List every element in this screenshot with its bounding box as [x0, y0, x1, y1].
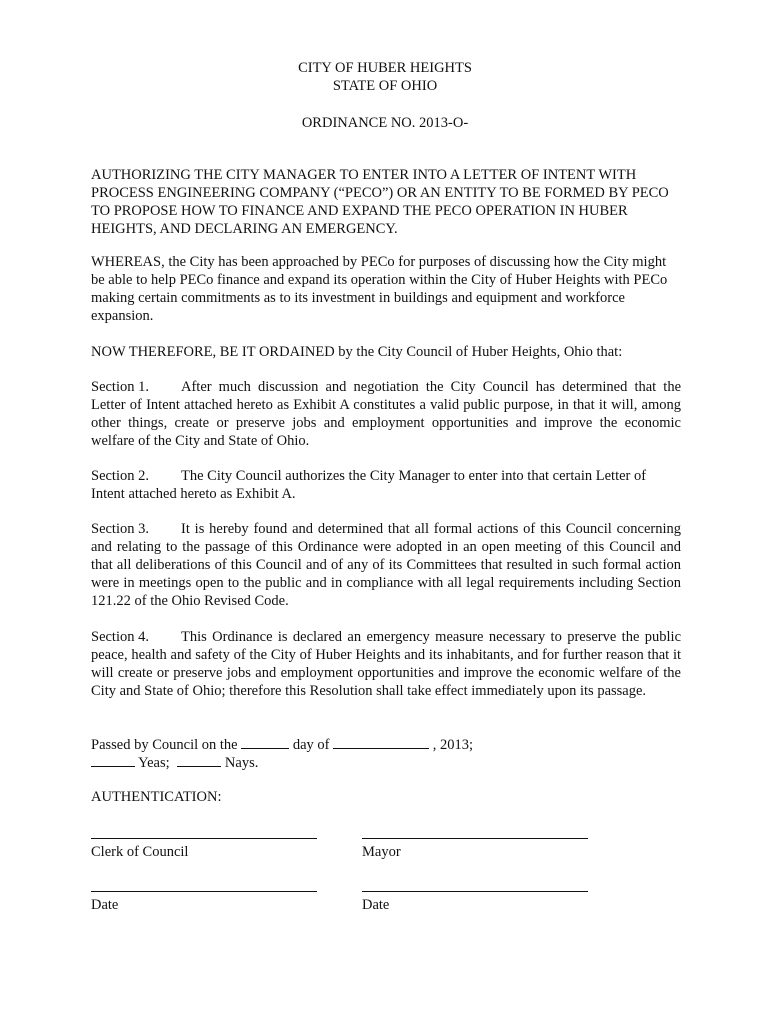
section-1 — [91, 378, 681, 450]
authentication-heading: AUTHENTICATION: — [91, 789, 222, 805]
whereas-paragraph: WHEREAS, the City has been approached by PECo for purposes of discussing how the City might be able to help PECo finance and expand its operation within the City of Huber Heights with PECo making certain commitments as to its investment in buildings and equipment and workforce expansion. — [91, 254, 668, 324]
clerk-signature-line[interactable] — [91, 838, 317, 839]
passed-prefix: Passed by Council on the — [91, 737, 238, 753]
nays-label: Nays. — [224, 755, 259, 771]
mayor-label: Mayor — [362, 844, 401, 860]
section-4 — [91, 628, 681, 700]
section-1-text: After much discussion and negotiation the City Council has determined that the Letter of Intent attached hereto as Exhibit A constitutes a valid public purpose, in that it will, among other things, create or preserve jobs and employment opportunities and improve the economic welfare of the City and State of Ohio. — [91, 379, 681, 449]
clerk-date-label: Date — [91, 897, 119, 913]
mayor-signature-line[interactable] — [362, 838, 588, 839]
clerk-label: Clerk of Council — [91, 844, 189, 860]
section-1-label: Section 1. — [91, 379, 149, 395]
state-heading: STATE OF OHIO — [332, 78, 438, 94]
ordinance-title: AUTHORIZING THE CITY MANAGER TO ENTER INTO A LETTER OF INTENT WITH PROCESS ENGINEERING COMPANY (“PECO”) OR AN ENTITY TO BE FORMED BY PECO TO PROPOSE HOW TO FINANCE AND EXPAND THE PECO OPERATION IN HUBER HEIGHTS, AND DECLARING AN EMERGENCY. — [91, 167, 669, 237]
yeas-blank[interactable] — [91, 753, 135, 767]
section-3-text: It is hereby found and determined that all formal actions of this Council concerning and relating to the passage of this Ordinance were adopted in an open meeting of this Council and that all deliberations of this Council and of any of its Committees that resulted in such formal action were in meetings open to the public and in compliance with all legal requirements including Section 121.22 of the Ohio Revised Code. — [91, 521, 681, 609]
section-2 — [91, 467, 681, 503]
section-2-label: Section 2. — [91, 468, 149, 484]
ordinance-number: ORDINANCE NO. 2013-O- — [301, 115, 469, 131]
mayor-date-label: Date — [362, 897, 390, 913]
day-blank[interactable] — [241, 735, 289, 749]
now-therefore-paragraph: NOW THEREFORE, BE IT ORDAINED by the City Council of Huber Heights, Ohio that: — [91, 344, 623, 360]
passed-day-of: day of — [292, 737, 330, 753]
city-heading: CITY OF HUBER HEIGHTS — [298, 60, 472, 76]
votes-line — [91, 753, 681, 772]
section-2-text: The City Council authorizes the City Manager to enter into that certain Letter of Intent attached hereto as Exhibit A. — [91, 468, 647, 502]
clerk-date-line[interactable] — [91, 891, 317, 892]
nays-blank[interactable] — [177, 753, 221, 767]
section-4-label: Section 4. — [91, 629, 149, 645]
section-4-text: This Ordinance is declared an emergency measure necessary to preserve the public peace, health and safety of the City of Huber Heights and its inhabitants, and for further reason that it will create or preserve jobs and employment opportunities and improve the economic welfare of the City and State of Ohio; therefore this Resolution shall take effect immediately upon its passage. — [91, 629, 681, 699]
yeas-label: Yeas; — [138, 755, 170, 771]
section-3 — [91, 520, 681, 610]
passed-line — [91, 735, 681, 754]
mayor-date-line[interactable] — [362, 891, 588, 892]
month-blank[interactable] — [333, 735, 429, 749]
section-3-label: Section 3. — [91, 521, 149, 537]
passed-year: , 2013; — [432, 737, 474, 753]
